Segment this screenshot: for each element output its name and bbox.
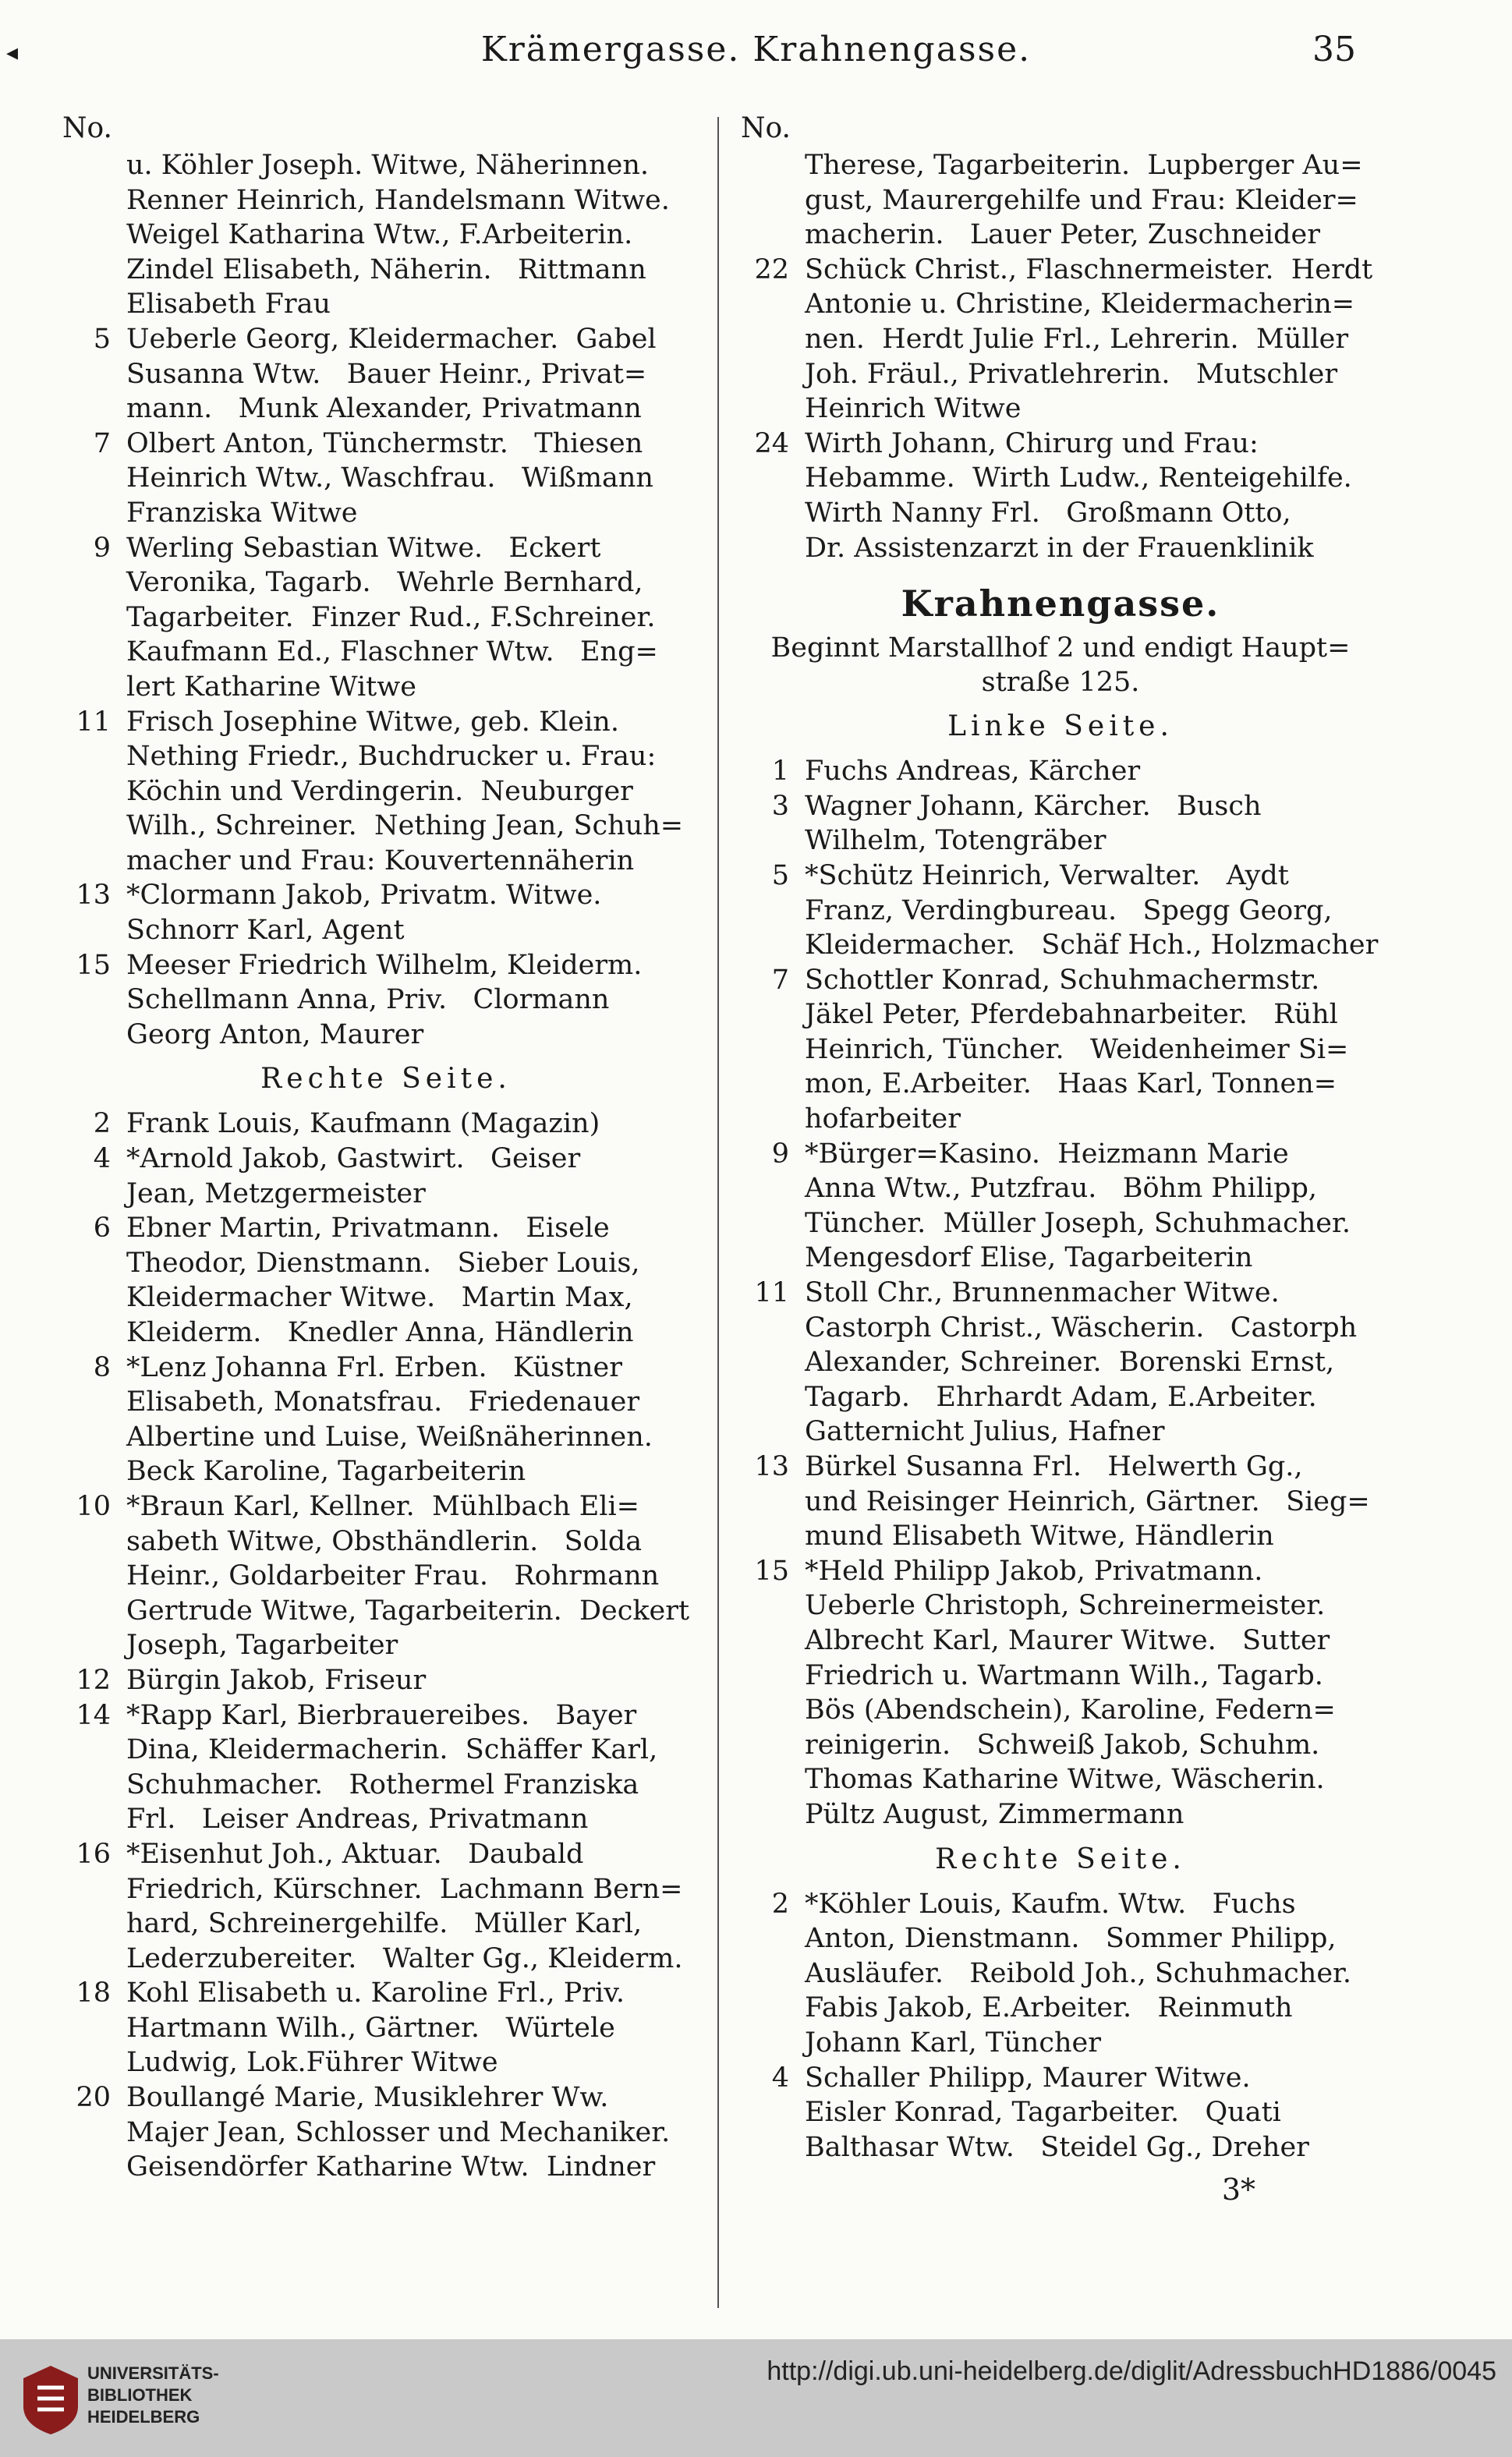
house-number: 18 [76, 1977, 111, 2009]
entry-line [741, 1485, 1380, 1520]
entry-text: und Reisinger Heinrich, Gärtner. Sieg= [805, 1485, 1370, 1517]
entry-text: Mengesdorf Elise, Tagarbeiterin [805, 1242, 1253, 1274]
entry-text: Olbert Anton, Tünchermstr. Thiesen [126, 427, 643, 459]
entry-line [62, 878, 710, 913]
entry-text: reinigerin. Schweiß Jakob, Schuhm. [805, 1729, 1320, 1761]
entry-text: Tagarbeiter. Finzer Rud., F.Schreiner. [126, 601, 656, 633]
entry-text: Ludwig, Lok.Führer Witwe [126, 2047, 498, 2079]
house-number: 7 [93, 427, 111, 459]
entry-text: Elisabeth, Monatsfrau. Friedenauer [126, 1386, 640, 1418]
entry-text: Majer Jean, Schlosser und Mechaniker. [126, 2116, 671, 2148]
house-number: 2 [771, 1888, 789, 1920]
entry-text: *Braun Karl, Kellner. Mühlbach Eli= [126, 1490, 639, 1522]
entry-text: mund Elisabeth Witwe, Händlerin [805, 1521, 1274, 1552]
footer-band [0, 2339, 1512, 2457]
entry-text: Wilhelm, Totengräber [805, 825, 1107, 857]
entry-text: Geisendörfer Katharine Wtw. Lindner [126, 2151, 656, 2183]
entry-line [62, 670, 710, 705]
entry-text: lert Katharine Witwe [126, 671, 416, 703]
entry-text: Alexander, Schreiner. Borenski Ernst, [805, 1347, 1335, 1379]
entry-line [62, 948, 710, 983]
entry-line [62, 1976, 710, 2011]
entry-line [62, 357, 710, 392]
house-number: 14 [76, 1699, 111, 1731]
entry-line [741, 1067, 1380, 1102]
entry-text: Franziska Witwe [126, 497, 358, 529]
entry-text: Wilh., Schreiner. Nething Jean, Schuh= [126, 810, 684, 842]
entry-line [62, 1315, 710, 1351]
entry-line [62, 2150, 710, 2185]
entry-list [62, 1106, 710, 2184]
entry-line [62, 774, 710, 809]
entry-line [741, 1519, 1380, 1554]
house-number: 22 [754, 253, 789, 285]
entry-line [741, 1588, 1380, 1623]
entry-line [62, 1942, 710, 1977]
house-number: 7 [771, 964, 789, 996]
house-number: 9 [771, 1138, 789, 1170]
entry-text: Bürgin Jakob, Friseur [126, 1664, 427, 1696]
entry-line [741, 1311, 1380, 1346]
entry-line [62, 705, 710, 740]
entry-text: *Rapp Karl, Bierbrauereibes. Bayer [126, 1699, 637, 1731]
entry-line [62, 1018, 710, 1053]
entry-line [62, 1211, 710, 1246]
entry-line [741, 1171, 1380, 1206]
entry-text: Susanna Wtw. Bauer Heinr., Privat= [126, 358, 647, 390]
number-column-label: No. [741, 112, 791, 144]
entry-text: Lederzubereiter. Walter Gg., Kleiderm. [126, 1942, 683, 1974]
entry-line [741, 894, 1380, 929]
entry-text: Joseph, Tagarbeiter [126, 1630, 398, 1662]
entry-line [741, 859, 1380, 894]
entry-text: Boullangé Marie, Musiklehrer Ww. [126, 2082, 609, 2114]
entry-line [62, 913, 710, 948]
entry-text: Jean, Metzgermeister [126, 1177, 426, 1209]
entry-line [741, 461, 1380, 496]
entry-line [62, 1768, 710, 1803]
entry-text: u. Köhler Joseph. Witwe, Näherinnen. [126, 150, 650, 181]
page-header [0, 23, 1512, 78]
entry-text: Therese, Tagarbeiterin. Lupberger Au= [805, 150, 1363, 181]
entry-line [741, 2095, 1380, 2130]
entry-line [62, 1106, 710, 1142]
house-number: 1 [771, 756, 789, 788]
entry-text: Dr. Assistenzarzt in der Frauenklinik [805, 532, 1314, 564]
entry-line [62, 1733, 710, 1768]
entry-list [741, 148, 1380, 565]
entry-text: nen. Herdt Julie Frl., Lehrerin. Müller [805, 323, 1349, 355]
entry-text: Johann Karl, Tüncher [805, 2027, 1101, 2059]
entry-line [741, 496, 1380, 531]
entry-line [62, 1872, 710, 1907]
entry-text: Schottler Konrad, Schuhmachermstr. [805, 964, 1320, 996]
entry-text: *Bürger=Kasino. Heizmann Marie [805, 1138, 1289, 1170]
house-number: 16 [76, 1838, 111, 1870]
entry-text: Eisler Konrad, Tagarbeiter. Quati [805, 2097, 1281, 2129]
entry-line [62, 427, 710, 462]
house-number: 3 [771, 790, 789, 822]
entry-text: Anton, Dienstmann. Sommer Philipp, [805, 1923, 1337, 1955]
entry-line [62, 253, 710, 288]
entry-line [741, 322, 1380, 357]
house-number: 2 [93, 1108, 111, 1140]
house-number: 6 [93, 1213, 111, 1244]
house-number: 12 [76, 1664, 111, 1696]
entry-text: Gertrude Witwe, Tagarbeiterin. Deckert [126, 1595, 690, 1627]
left-column [62, 109, 710, 2185]
library-name [87, 2363, 219, 2428]
entry-text: macher und Frau: Kouvertennäherin [126, 844, 635, 876]
entry-line [62, 1489, 710, 1524]
entry-text: Wirth Nanny Frl. Großmann Otto, [805, 497, 1291, 529]
entry-text: Wagner Johann, Kärcher. Busch [805, 790, 1262, 822]
entry-text: hard, Schreinergehilfe. Müller Karl, [126, 1908, 643, 1940]
entry-text: Zindel Elisabeth, Näherin. Rittmann [126, 253, 646, 285]
entry-line [741, 823, 1380, 859]
side-heading: Rechte Seite. [935, 1843, 1186, 1875]
entry-text: Albrecht Karl, Maurer Witwe. Sutter [805, 1624, 1330, 1656]
entry-text: Fabis Jakob, E.Arbeiter. Reinmuth [805, 1992, 1293, 2024]
house-number: 11 [76, 706, 111, 738]
entry-text: Schück Christ., Flaschnermeister. Herdt [805, 253, 1373, 285]
house-number: 4 [771, 2062, 789, 2094]
entry-line [741, 997, 1380, 1032]
house-number: 8 [93, 1351, 111, 1383]
entry-line [62, 183, 710, 218]
entry-line [741, 1623, 1380, 1659]
entry-text: Hebamme. Wirth Ludw., Renteigehilfe. [805, 462, 1352, 494]
entry-text: Weigel Katharina Wtw., F.Arbeiterin. [126, 219, 633, 251]
entry-line [62, 1559, 710, 1594]
entry-line [741, 1241, 1380, 1276]
entry-text: Tüncher. Müller Joseph, Schuhmacher. [805, 1207, 1351, 1239]
entry-text: Bös (Abendschein), Karoline, Federn= [805, 1694, 1336, 1726]
entry-text: Heinrich Wtw., Waschfrau. Wißmann [126, 462, 653, 494]
entry-line [741, 1102, 1380, 1137]
entry-text: Albertine und Luise, Weißnäherinnen. [126, 1421, 653, 1453]
library-name-line: UNIVERSITÄTS- [87, 2363, 219, 2383]
entry-text: Jäkel Peter, Pferdebahnarbeiter. Rühl [805, 999, 1338, 1031]
running-title: Krämergasse. Krahnengasse. [480, 30, 1032, 69]
entry-text: Heinr., Goldarbeiter Frau. Rohrmann [126, 1560, 660, 1592]
entry-text: *Schütz Heinrich, Verwalter. Aydt [805, 859, 1289, 891]
entry-text: Thomas Katharine Witwe, Wäscherin. [805, 1764, 1325, 1796]
entry-line [741, 1797, 1380, 1832]
entry-line [62, 1420, 710, 1455]
house-number: 5 [93, 323, 111, 355]
entry-line [62, 287, 710, 322]
entry-line [741, 1728, 1380, 1763]
entry-text: Kleiderm. Knedler Anna, Händlerin [126, 1317, 634, 1348]
entry-list [741, 1887, 1380, 2165]
entry-text: Hartmann Wilh., Gärtner. Würtele [126, 2012, 615, 2044]
entry-line [62, 461, 710, 496]
entry-line [741, 1887, 1380, 1922]
house-number: 20 [76, 2082, 111, 2114]
entry-text: Anna Wtw., Putzfrau. Böhm Philipp, [805, 1173, 1318, 1205]
entry-line [62, 531, 710, 566]
entry-line [741, 1137, 1380, 1172]
entry-line [741, 183, 1380, 218]
entry-line [62, 565, 710, 600]
entry-text: *Köhler Louis, Kaufm. Wtw. Fuchs [805, 1888, 1296, 1920]
entry-line [62, 2011, 710, 2046]
entry-line [741, 1276, 1380, 1311]
entry-text: Schnorr Karl, Agent [126, 915, 405, 947]
entry-text: Antonie u. Christine, Kleidermacherin= [805, 289, 1355, 320]
entry-text: Stoll Chr., Brunnenmacher Witwe. [805, 1277, 1280, 1309]
entry-line [62, 2080, 710, 2115]
entry-text: Frl. Leiser Andreas, Privatmann [126, 1804, 589, 1836]
entry-line [741, 148, 1380, 183]
entry-text: Dina, Kleidermacherin. Schäffer Karl, [126, 1734, 658, 1766]
entry-line [62, 1524, 710, 1560]
entry-line [62, 1837, 710, 1872]
entry-text: Ueberle Christoph, Schreinermeister. [805, 1590, 1326, 1622]
entry-line [741, 2130, 1380, 2165]
entry-line [62, 1663, 710, 1698]
entry-line [741, 1762, 1380, 1797]
entry-text: Nething Friedr., Buchdrucker u. Frau: [126, 741, 657, 773]
entry-line [741, 391, 1380, 427]
number-column-label: No. [62, 112, 112, 144]
entry-text: Ausläufer. Reibold Joh., Schuhmacher. [805, 1957, 1352, 1989]
entry-line [62, 496, 710, 531]
entry-text: Veronika, Tagarb. Wehrle Bernhard, [126, 567, 643, 599]
entry-line [62, 322, 710, 357]
entry-line [62, 1628, 710, 1663]
street-description: straße 125. [981, 667, 1140, 699]
house-number: 24 [754, 427, 789, 459]
entry-text: Kaufmann Ed., Flaschner Wtw. Eng= [126, 636, 658, 668]
library-name-line: BIBLIOTHEK [87, 2385, 193, 2405]
entry-text: Joh. Fräul., Privatlehrerin. Mutschler [805, 358, 1338, 390]
entry-list [741, 754, 1380, 1832]
entry-text: Kohl Elisabeth u. Karoline Frl., Priv. [126, 1977, 625, 2009]
entry-text: mann. Munk Alexander, Privatmann [126, 393, 642, 425]
entry-line [741, 1921, 1380, 1956]
house-number: 4 [93, 1143, 111, 1175]
entry-line [741, 1659, 1380, 1694]
side-heading: Linke Seite. [947, 710, 1174, 743]
entry-text: Friedrich u. Wartmann Wilh., Tagarb. [805, 1659, 1323, 1691]
entry-line [62, 1385, 710, 1420]
entry-text: Kleidermacher Witwe. Martin Max, [126, 1282, 633, 1314]
entry-text: Bürkel Susanna Frl. Helwerth Gg., [805, 1451, 1303, 1482]
entry-line [741, 754, 1380, 789]
entry-text: Renner Heinrich, Handelsmann Witwe. [126, 184, 670, 216]
entry-text: Gatternicht Julius, Hafner [805, 1416, 1165, 1448]
entry-text: sabeth Witwe, Obsthändlerin. Solda [126, 1525, 643, 1557]
entry-text: *Held Philipp Jakob, Privatmann. [805, 1555, 1263, 1587]
entry-text: Kleidermacher. Schäf Hch., Holzmacher [805, 929, 1379, 961]
entry-line [741, 253, 1380, 288]
entry-line [62, 2045, 710, 2080]
entry-line [62, 2115, 710, 2151]
house-number: 5 [771, 859, 789, 891]
entry-line [741, 1450, 1380, 1485]
entry-text: Heinrich Witwe [805, 393, 1022, 425]
entry-line [62, 844, 710, 879]
entry-line [741, 1414, 1380, 1450]
entry-line [741, 2026, 1380, 2061]
entry-line [741, 1032, 1380, 1067]
house-number: 10 [76, 1490, 111, 1522]
entry-text: Georg Anton, Maurer [126, 1018, 424, 1050]
page-number: 35 [1312, 30, 1356, 69]
entry-text: Castorph Christ., Wäscherin. Castorph [805, 1312, 1358, 1344]
street-title: Krahnengasse. [901, 582, 1220, 625]
entry-text: Schaller Philipp, Maurer Witwe. [805, 2062, 1251, 2094]
library-name-line: HEIDELBERG [87, 2407, 200, 2427]
entry-text: Meeser Friedrich Wilhelm, Kleiderm. [126, 949, 643, 981]
entry-line [62, 391, 710, 427]
entry-line [62, 218, 710, 253]
entry-text: Fuchs Andreas, Kärcher [805, 756, 1141, 788]
signature-mark: 3* [1221, 2172, 1255, 2207]
entry-line [741, 2061, 1380, 2096]
entry-line [62, 982, 710, 1018]
previous-page-arrow-icon[interactable]: ◂ [6, 39, 19, 66]
entry-text: Tagarb. Ehrhardt Adam, E.Arbeiter. [805, 1381, 1317, 1413]
entry-text: *Eisenhut Joh., Aktuar. Daubald [126, 1838, 584, 1870]
entry-text: Köchin und Verdingerin. Neuburger [126, 775, 633, 807]
entry-line [741, 427, 1380, 462]
entry-text: *Lenz Johanna Frl. Erben. Küstner [126, 1351, 622, 1383]
entry-line [62, 1351, 710, 1386]
entry-text: Frank Louis, Kaufmann (Magazin) [126, 1108, 600, 1140]
entry-line [741, 287, 1380, 322]
entry-line [741, 1206, 1380, 1241]
entry-text: Theodor, Dienstmann. Sieber Louis, [126, 1247, 640, 1279]
source-url-link[interactable]: http://digi.ub.uni-heidelberg.de/diglit/AdressbuchHD1886/0045 [767, 2356, 1496, 2386]
right-column [741, 109, 1380, 2211]
entry-line [62, 1177, 710, 1212]
entry-line [62, 1906, 710, 1942]
entry-text: Beck Karoline, Tagarbeiterin [126, 1456, 526, 1488]
entry-text: *Arnold Jakob, Gastwirt. Geiser [126, 1143, 581, 1175]
entry-line [62, 1802, 710, 1837]
house-number: 11 [754, 1277, 789, 1309]
entry-text: Pültz August, Zimmermann [805, 1798, 1184, 1830]
entry-text: Schuhmacher. Rothermel Franziska [126, 1768, 639, 1800]
entry-line [741, 357, 1380, 392]
entry-text: mon, E.Arbeiter. Haas Karl, Tonnen= [805, 1068, 1337, 1100]
entry-line [62, 809, 710, 844]
house-number: 15 [754, 1555, 789, 1587]
entry-text: Friedrich, Kürschner. Lachmann Bern= [126, 1873, 683, 1905]
entry-line [62, 1142, 710, 1177]
entry-line [741, 1956, 1380, 1991]
entry-text: *Clormann Jakob, Privatm. Witwe. [126, 880, 602, 912]
house-number: 15 [76, 949, 111, 981]
entry-list [62, 148, 710, 1052]
entry-line [62, 600, 710, 635]
entry-text: Ebner Martin, Privatmann. Eisele [126, 1213, 610, 1244]
entry-line [741, 1380, 1380, 1415]
entry-line [741, 963, 1380, 998]
university-library-logo-icon [16, 2360, 86, 2438]
entry-text: Schellmann Anna, Priv. Clormann [126, 984, 610, 1016]
entry-line [62, 1454, 710, 1489]
entry-line [62, 635, 710, 670]
entry-text: Franz, Verdingbureau. Spegg Georg, [805, 894, 1333, 926]
house-number: 9 [93, 532, 111, 564]
entry-line [62, 148, 710, 183]
entry-line [741, 789, 1380, 824]
entry-line [741, 531, 1380, 566]
entry-text: Balthasar Wtw. Steidel Gg., Dreher [805, 2131, 1309, 2163]
entry-line [741, 1991, 1380, 2026]
entry-text: macherin. Lauer Peter, Zuschneider [805, 219, 1320, 251]
entry-text: gust, Maurergehilfe und Frau: Kleider= [805, 184, 1358, 216]
side-heading: Rechte Seite. [260, 1063, 512, 1096]
street-description: Beginnt Marstallhof 2 und endigt Haupt= [770, 632, 1351, 664]
entry-line [62, 1246, 710, 1281]
entry-text: Frisch Josephine Witwe, geb. Klein. [126, 706, 619, 738]
entry-line [741, 218, 1380, 253]
entry-line [741, 1693, 1380, 1728]
entry-line [62, 1698, 710, 1733]
column-divider [717, 117, 719, 2308]
entry-text: Heinrich, Tüncher. Weidenheimer Si= [805, 1033, 1349, 1065]
entry-text: Wirth Johann, Chirurg und Frau: [805, 427, 1259, 459]
entry-line [741, 1554, 1380, 1589]
entry-line [62, 739, 710, 774]
entry-text: Elisabeth Frau [126, 289, 331, 320]
entry-line [62, 1280, 710, 1315]
entry-text: Werling Sebastian Witwe. Eckert [126, 532, 601, 564]
house-number: 13 [754, 1451, 789, 1482]
entry-text: Ueberle Georg, Kleidermacher. Gabel [126, 323, 657, 355]
entry-text: hofarbeiter [805, 1103, 961, 1135]
house-number: 13 [76, 880, 111, 912]
entry-line [741, 928, 1380, 963]
entry-line [741, 1345, 1380, 1380]
entry-line [62, 1594, 710, 1629]
